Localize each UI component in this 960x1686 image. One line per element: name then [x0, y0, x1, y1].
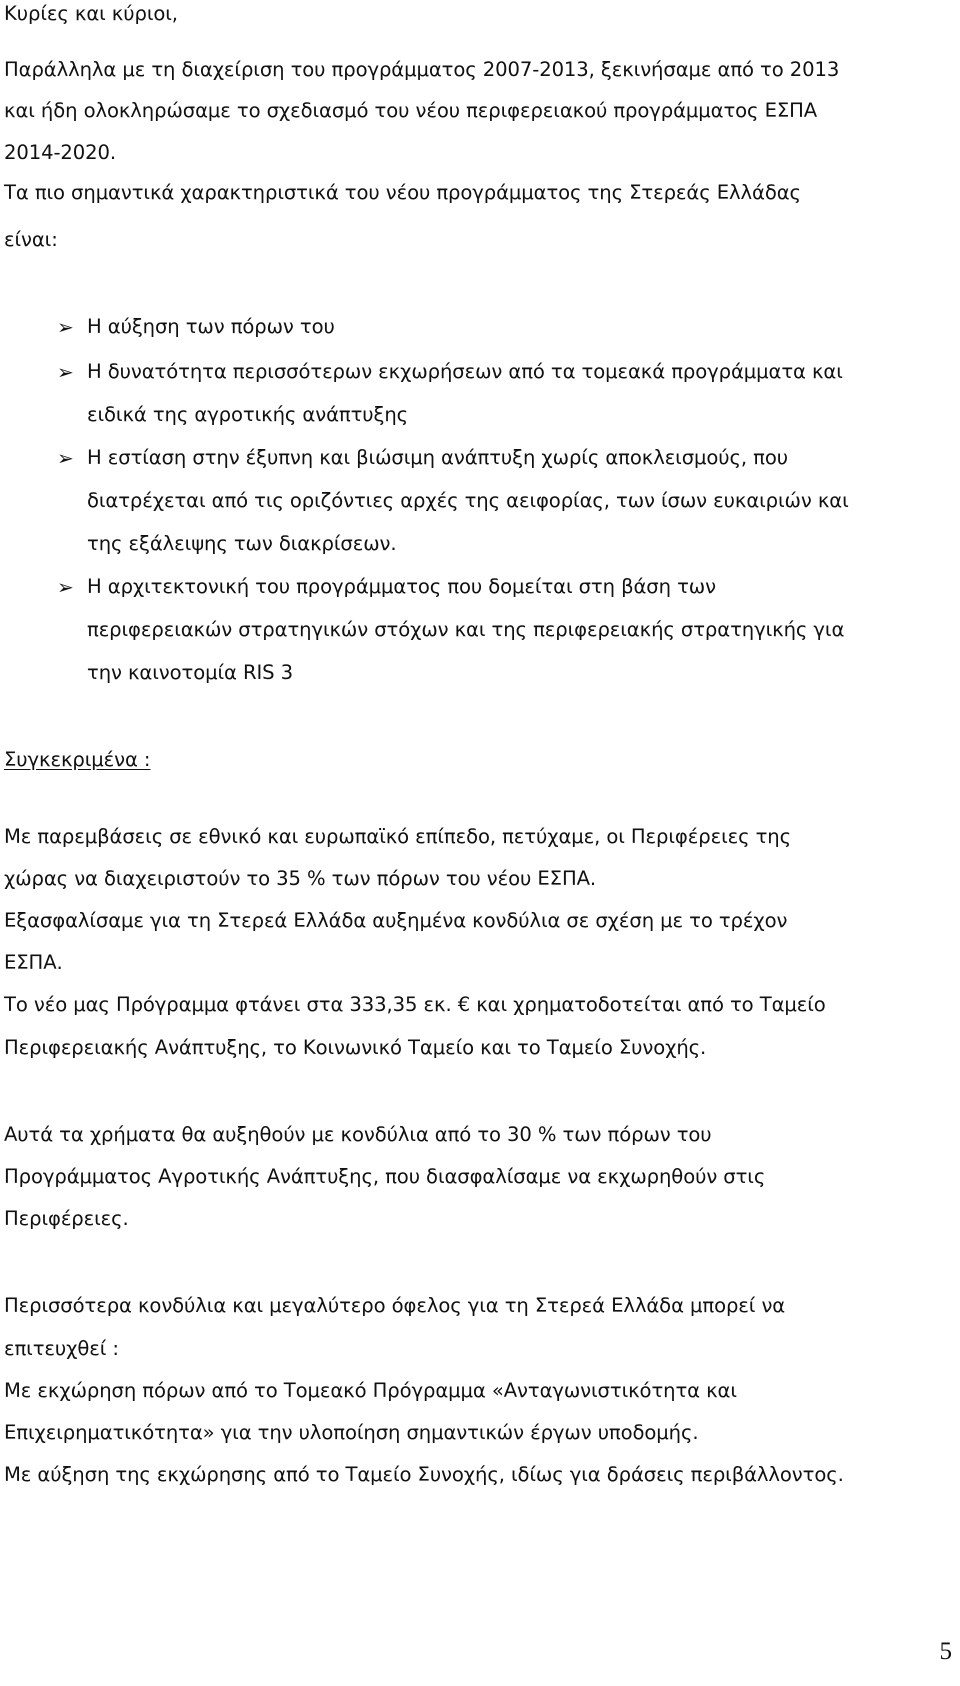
specifically-line-6: Περιφερειακής Ανάπτυξης, το Κοινωνικό Ταμείο και το Ταμείο Συνοχής. [4, 1036, 707, 1059]
more-line-5: Με αύξηση της εκχώρησης από το Ταμείο Συνοχής, ιδίως για δράσεις περιβάλλοντος. [4, 1463, 844, 1486]
bullet-1-line-1: Η αύξηση των πόρων του [87, 315, 335, 338]
funding-text: και χρηματοδοτείται από το Ταμείο [476, 993, 826, 1016]
intro-line-1: Παράλληλα με τη διαχείριση του προγράμματος 2007-2013, ξεκινήσαμε από το 2013 [4, 58, 840, 81]
bullet-4-line-1: Η αρχιτεκτονική του προγράμματος που δομείται στη βάση των [87, 575, 716, 598]
euro-symbol: € [457, 993, 471, 1016]
more-line-2: επιτευχθεί : [4, 1337, 119, 1360]
arrowhead-bullet-icon: ➢ [57, 315, 74, 339]
more-line-1: Περισσότερα κονδύλια και μεγαλύτερο όφελος για τη Στερεά Ελλάδα μπορεί να [4, 1294, 786, 1317]
bullet-3-line-1: Η εστίαση στην έξυπνη και βιώσιμη ανάπτυξη χωρίς αποκλεισμούς, που [87, 446, 789, 469]
more-line-4: Επιχειρηματικότητα» για την υλοποίηση σημαντικών έργων υποδομής. [4, 1421, 699, 1444]
money-line-1: Αυτά τα χρήματα θα αυξηθούν με κονδύλια από το 30 % των πόρων του [4, 1123, 712, 1146]
arrowhead-bullet-icon: ➢ [57, 360, 74, 384]
money-line-2: Προγράμματος Αγροτικής Ανάπτυξης, που διασφαλίσαμε να εκχωρηθούν στις [4, 1165, 766, 1188]
features-lead-line-1: Τα πιο σημαντικά χαρακτηριστικά του νέου προγράμματος της Στερεάς Ελλάδας [4, 181, 801, 204]
intro-line-2: και ήδη ολοκληρώσαμε το σχεδιασμό του νέου περιφερειακού προγράμματος ΕΣΠΑ [4, 99, 818, 122]
bullet-3-line-3: της εξάλειψης των διακρίσεων. [87, 532, 397, 555]
bullet-4-line-2: περιφερειακών στρατηγικών στόχων και της περιφερειακής στρατηγικής για [87, 618, 845, 641]
specifically-line-1: Με παρεμβάσεις σε εθνικό και ευρωπαϊκό επίπεδο, πετύχαμε, οι Περιφέρειες της [4, 825, 792, 848]
specifically-line-5 [4, 993, 826, 1017]
bullet-3-line-2: διατρέχεται από τις οριζόντιες αρχές της αειφορίας, των ίσων ευκαιριών και [87, 489, 849, 512]
more-line-3: Με εκχώρηση πόρων από το Τομεακό Πρόγραμμα «Ανταγωνιστικότητα και [4, 1379, 737, 1402]
specifically-heading: Συγκεκριμένα : [4, 748, 151, 771]
specifically-line-3: Εξασφαλίσαμε για τη Στερεά Ελλάδα αυξημένα κονδύλια σε σχέση με το τρέχον [4, 909, 788, 932]
greeting: Κυρίες και κύριοι, [4, 2, 178, 25]
page-number: 5 [939, 1638, 952, 1665]
specifically-line-4: ΕΣΠΑ. [4, 951, 63, 974]
bullet-4-line-3: την καινοτομία RIS 3 [87, 661, 293, 684]
features-lead-line-2: είναι: [4, 228, 58, 251]
programme-amount-text: Το νέο μας Πρόγραμμα φτάνει στα 333,35 εκ. [4, 993, 452, 1016]
money-line-3: Περιφέρειες. [4, 1207, 129, 1230]
bullet-2-line-1: Η δυνατότητα περισσότερων εκχωρήσεων από τα τομεακά προγράμματα και [87, 360, 843, 383]
specifically-line-2: χώρας να διαχειριστούν το 35 % των πόρων του νέου ΕΣΠΑ. [4, 867, 597, 890]
arrowhead-bullet-icon: ➢ [57, 446, 74, 470]
bullet-2-line-2: ειδικά της αγροτικής ανάπτυξης [87, 403, 409, 426]
intro-line-3: 2014-2020. [4, 141, 117, 164]
arrowhead-bullet-icon: ➢ [57, 575, 74, 599]
